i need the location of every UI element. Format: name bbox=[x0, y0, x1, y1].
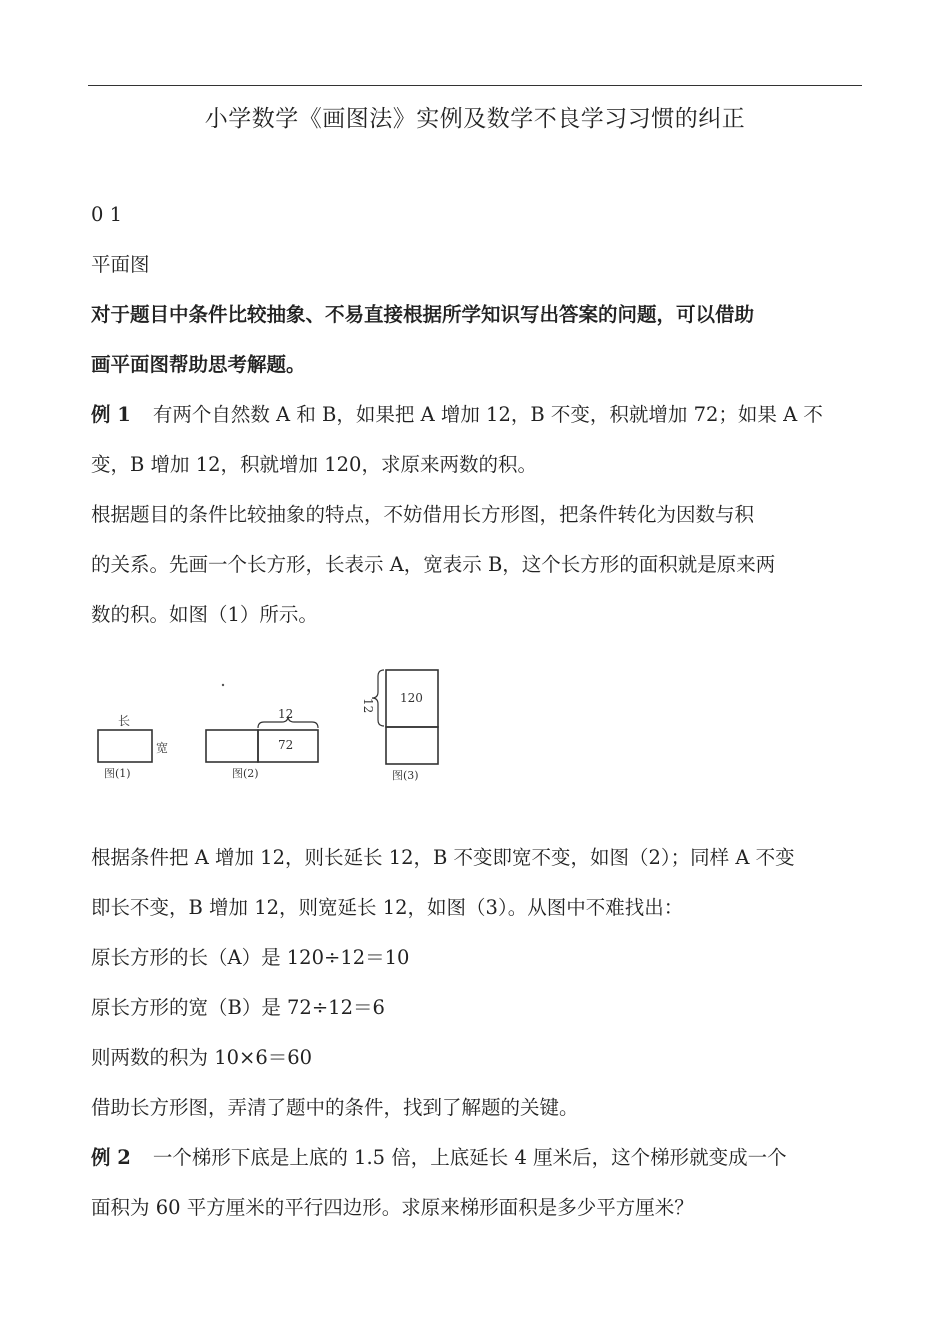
fig2-extension-label: 12 bbox=[278, 707, 294, 721]
example1-text-1: 有两个自然数 A 和 B，如果把 A 增加 12，B 不变，积就增加 72；如果 A 不 bbox=[152, 403, 823, 426]
figure-3 bbox=[361, 670, 438, 782]
intro-line-1: 对于题目中条件比较抽象、不易直接根据所学知识写出答案的问题，可以借助 bbox=[91, 303, 755, 326]
section-heading: 平面图 bbox=[91, 253, 150, 276]
figure-1 bbox=[98, 714, 168, 780]
example2-text-1: 一个梯形下底是上底的 1.5 倍，上底延长 4 厘米后，这个梯形就变成一个 bbox=[152, 1146, 787, 1169]
solution-line-2: 即长不变，B 增加 12，则宽延长 12，如图（3）。从图中不难找出： bbox=[91, 896, 684, 919]
example1-line-2: 变，B 增加 12，积就增加 120，求原来两数的积。 bbox=[91, 453, 537, 476]
example2-line-1 bbox=[91, 1145, 866, 1171]
analysis-line-3: 数的积。如图（1）所示。 bbox=[91, 603, 318, 626]
example1-line-1 bbox=[91, 402, 866, 428]
solution-line-6: 借助长方形图，弄清了题中的条件，找到了解题的关键。 bbox=[91, 1096, 579, 1119]
analysis-line-1: 根据题目的条件比较抽象的特点，不妨借用长方形图，把条件转化为因数与积 bbox=[91, 503, 755, 526]
page-title: 小学数学《画图法》实例及数学不良学习习惯的纠正 bbox=[204, 106, 746, 132]
fig2-caption: 图(2) bbox=[232, 767, 259, 780]
fig3-area-label: 120 bbox=[400, 691, 423, 705]
example2-label: 例 2 bbox=[91, 1146, 131, 1169]
header-rule bbox=[88, 85, 862, 86]
solution-line-1: 根据条件把 A 增加 12，则长延长 12，B 不变即宽不变，如图（2）；同样 A 不变 bbox=[91, 846, 795, 869]
solution-line-4: 原长方形的宽（B）是 72÷12＝6 bbox=[91, 996, 385, 1019]
solution-line-5: 则两数的积为 10×6＝60 bbox=[91, 1046, 313, 1069]
figure-2 bbox=[206, 684, 318, 780]
fig3-original-rectangle bbox=[386, 727, 438, 764]
section-number: 0 1 bbox=[91, 203, 123, 226]
solution-line-3: 原长方形的长（A）是 120÷12＝10 bbox=[91, 946, 410, 969]
fig3-caption: 图(3) bbox=[392, 769, 419, 782]
analysis-line-2: 的关系。先画一个长方形，长表示 A，宽表示 B，这个长方形的面积就是原来两 bbox=[91, 553, 776, 576]
scan-speck bbox=[222, 684, 224, 686]
fig1-rectangle bbox=[98, 730, 152, 762]
example1-label: 例 1 bbox=[91, 403, 131, 426]
intro-line-2: 画平面图帮助思考解题。 bbox=[91, 353, 306, 376]
fig1-caption: 图(1) bbox=[104, 767, 131, 780]
fig2-original-rectangle bbox=[206, 730, 258, 762]
fig1-length-label: 长 bbox=[118, 714, 131, 728]
rectangle-figures bbox=[88, 658, 448, 798]
example2-line-2: 面积为 60 平方厘米的平行四边形。求原来梯形面积是多少平方厘米？ bbox=[91, 1196, 694, 1219]
fig2-area-label: 72 bbox=[278, 738, 294, 752]
fig1-width-label: 宽 bbox=[156, 741, 169, 755]
fig3-extension-label: 12 bbox=[361, 698, 375, 714]
figure-diagram bbox=[88, 658, 448, 798]
